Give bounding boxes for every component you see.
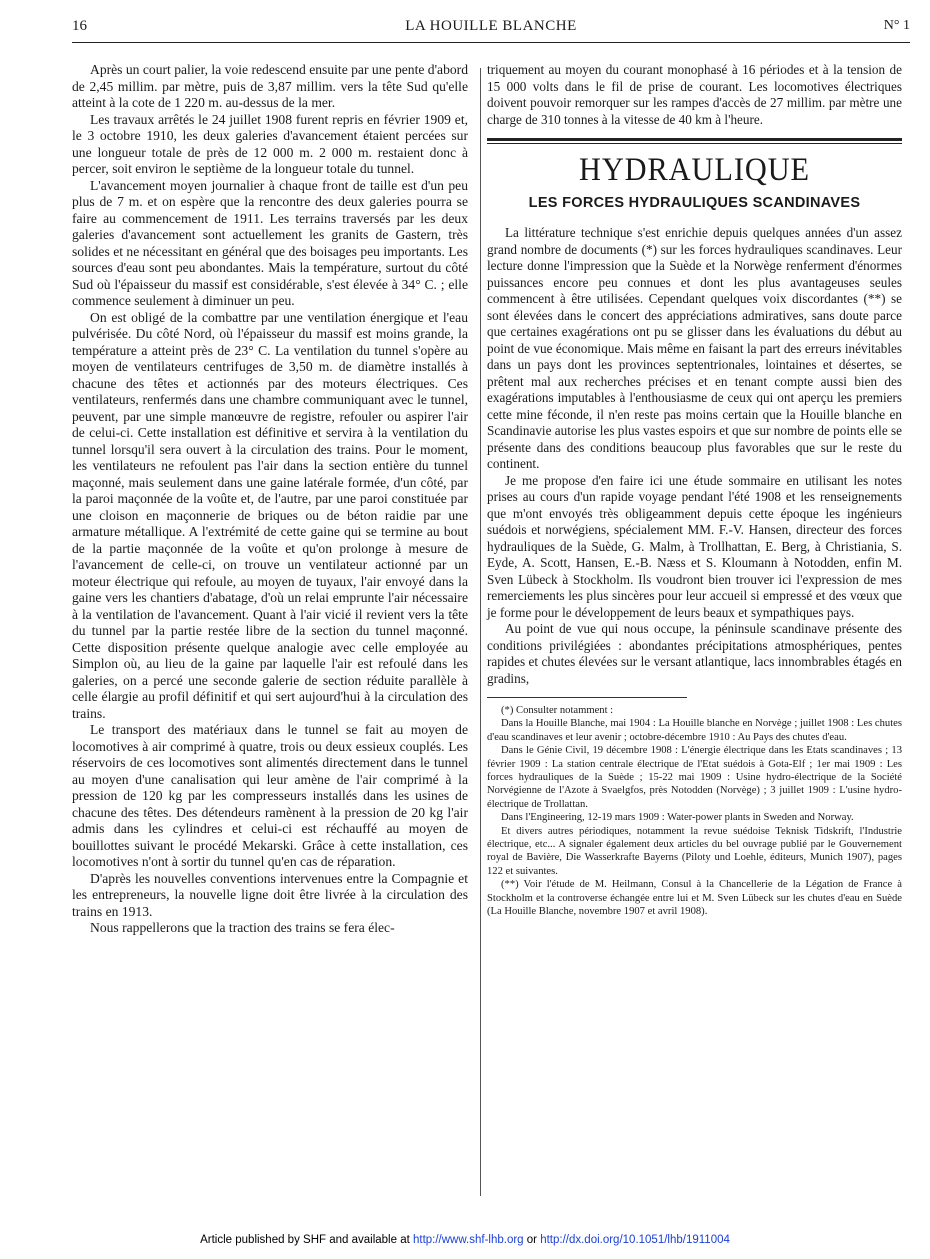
header-rule [72, 42, 910, 43]
left-paragraph: Nous rappellerons que la traction des trains se fera élec- [90, 920, 395, 935]
left-paragraph: Les travaux arrêtés le 24 juillet 1908 furent repris en février 1909 et, le 3 octobre 1910, les deux galeries d'avancement étaient percées sur une longueur totale de près de 12 000 m. 2 000 m. restaient donc à percer, soit environ le septième de la longueur totale du tunnel. [72, 111, 468, 176]
right-paragraph-continued: triquement au moyen du courant monophasé à 16 périodes et à la tension de 15 000 volts dans le fil de prise de courant. Les locomotives électriques doivent pouvoir remorquer sur les rampes d'accès de 27 millim. par mètre une charge de 310 tonnes à la vitesse de 40 km à l'heure. [487, 62, 902, 127]
footer-link-shf[interactable]: http://www.shf-lhb.org [412, 1234, 524, 1246]
column-divider [480, 68, 481, 1196]
footnote: (*) Consulter notamment : [501, 705, 614, 716]
page-number: 16 [72, 18, 87, 34]
right-column [487, 62, 902, 919]
footer-text: Article published by SHF and available at [200, 1234, 413, 1246]
article-title: LES FORCES HYDRAULIQUES SCANDINAVES [528, 195, 861, 211]
journal-title: LA HOUILLE BLANCHE [405, 18, 577, 34]
left-paragraph: D'après les nouvelles conventions intervenues entre la Compagnie et les entrepreneurs, la nouvelle ligne doit être livrée à la circulation des trains en 1913. [72, 870, 468, 919]
left-paragraph: Après un court palier, la voie redescend ensuite par une pente d'abord de 2,45 millim. par mètre, puis de 3,87 millim. vers la tête Sud qu'elle atteint à la cote de 1 220 m. au-dessus de la mer. [72, 62, 468, 110]
section-rule-thin [487, 143, 902, 144]
publication-footer [0, 1234, 930, 1246]
left-paragraph: On est obligé de la combattre par une ventilation énergique et l'eau pulvérisée. Du côté Nord, où l'épaisseur du massif est moins grande, la température a atteint près de 23° C. La ventilation du tunnel s'opère au moyen de ventilateurs centrifuges de 3,50 m. de diamètre installés à chacune des têtes et actionnés par des moteurs électriques. Ces ventilateurs, renfermés dans une chambre communiquant avec le tunnel, peuvent, par une simple manœuvre de registre, refouler ou aspirer l'air de celui-ci. Cette installation est définitive et servira à la ventilation du tunnel lorsqu'il sera ouvert à la circulation des trains. Pour le moment, les ventilateurs ne refoulent pas l'air dans la section entière du tunnel maçonné, mais seulement dans une gaine latérale formée, d'un côté, par la paroi maçonnée de la voûte et, de l'autre, par une paroi constituée par une cloison en maçonnerie de briques ou de béton raidie par une armature métallique. A l'extrémité de cette gaine qui se termine au bout de la partie maçonnée de la voûte et qu'on prolonge à mesure de l'avancement de celle-ci, on trouve un ventilateur actionné par un moteur électrique qui refoule, au moyen de tuyaux, l'air envoyé dans la gaine vers les chantiers d'abatage, d'où un relai emprunte l'air nécessaire à la ventilation de l'avancement. Quant à l'air vicié il revient vers la tête du tunnel par la partie restée libre de la section du tunnel maçonné. Cette disposition présente quelque analogie avec celle employée au Simplon où, au lieu de la gaine par laquelle l'air est refoulé dans les galeries, on a percé une seconde galerie de section réduite parallèle à celle élargie au profil définitif et qui sert aujourd'hui à la circulation des trains. [72, 309, 468, 721]
right-paragraph: Au point de vue qui nous occupe, la péninsule scandinave présente des conditions privilégiées : abondantes précipitations atmosphériques, pentes rapides et chutes élevées sur le versant atlantique, lacs innombrables étagés en gradins, [487, 621, 902, 686]
left-paragraph: Le transport des matériaux dans le tunnel se fait au moyen de locomotives à air comprimé à quatre, trois ou deux essieux couplés. Les réservoirs de ces locomotives sont alimentés directement dans le tunnel au moyen d'une canalisation qui leur amène de l'air comprimé à la pression de 120 kg par les compresseurs installés dans les usines de chacune des têtes. Des détendeurs ramènent à la pression de 20 kg l'air admis dans les cylindres et celui-ci est réchauffé au moyen de bouillottes suivant le procédé Mekarski. Grâce à cette installation, ces locomotives n'ont à sortir du tunnel qu'en cas de réparation. [72, 722, 468, 869]
left-column [72, 62, 468, 937]
section-title: HYDRAULIQUE [578, 152, 811, 188]
footnote: (**) Voir l'étude de M. Heilmann, Consul à la Chancellerie de la Légation de France à Stockholm et la controverse échangée entre lui et M. Sven Lübeck sur les chutes d'eau en Suède (La Houille Blanche, novembre 1907 et avril 1908). [487, 879, 902, 918]
footnote: Dans la Houille Blanche, mai 1904 : La Houille blanche en Norvège ; juillet 1908 : Les chutes d'eau scandinaves et leur avenir ; octobre-décembre 1910 : Au Pays des chutes d'eau. [487, 718, 902, 743]
footnote: Dans le Génie Civil, 19 décembre 1908 : L'énergie électrique dans les Etats scandinaves ; 13 février 1909 : La station centrale électrique de l'Etat suédois à Gota-Elf ; 1er mai 1909 : Les forces hydrauliques de la Suède ; 15-22 mai 1909 : Usine hydro-électrique de la Société Norvégienne de l'Azote à Svaelgfos, près Notodden (Norvège) ; 3 juillet 1909 : L'usine hydro-électrique de Trollattan. [487, 745, 902, 810]
section-rule-thick [487, 138, 902, 141]
issue-number: N° 1 [883, 18, 910, 33]
footnote: Et divers autres périodiques, notamment la revue suédoise Teknisk Tidskrift, l'Industrie électrique, etc... A signaler également deux articles du bel ouvrage publié par le Gouvernement royal de Bavière, Die Wasserkrafte Bayerns (Piloty und Loehle, éditeurs, Munich 1907), pages 122 et suivantes. [487, 825, 902, 877]
footnote-rule [487, 697, 687, 698]
running-header [72, 16, 910, 42]
footnote: Dans l'Engineering, 12-19 mars 1909 : Water-power plants in Sweden and Norway. [501, 812, 854, 824]
right-paragraph: La littérature technique s'est enrichie depuis quelques années d'un assez grand nombre de documents (*) sur les forces hydrauliques scandinaves. Leur lecture donne l'impression que la Suède et la Norwège renferment d'énormes puissances encore peu connues et dont les plus avantageuses seules commencent à être utilisées. Cependant quelques voix discordantes (**) se sont élevées dans le concert des appréciations admiratives, sans doute parce que certaines exagérations ont pu se glisser dans les évaluations du début au point de vue économique. Mais même en faisant la part des erreurs inévitables dans un pays dont les provinces septentrionales, lointaines et désertes, se prêtent mal aux recherches précises et en tenant compte aussi bien des exagérations imputables à l'enthousiasme de ceux qui ont aperçu les premiers cette mine féconde, il n'en reste pas moins certain que la Houille blanche en Scandinavie autorise les plus vastes espoirs et que sur nombre de points elle se présente dans des conditions beaucoup plus favorables que sur le reste du continent. [487, 225, 902, 471]
footer-text-or: or [523, 1234, 541, 1246]
footer-link-doi[interactable]: http://dx.doi.org/10.1051/lhb/1911004 [540, 1234, 730, 1246]
right-paragraph: Je me propose d'en faire ici une étude sommaire en utilisant les notes prises au cours d'un rapide voyage pendant l'été 1908 et les renseignements que m'ont envoyés très obligeamment depuis cette époque les ingénieurs suédois et norwégiens, spécialement MM. F.-V. Hansen, directeur des forces hydrauliques de la Suède, G. Malm, à Trollhattan, E. Berg, à Christiania, S. Eyde, A. Scott, Hansen, E.-B. Næss et S. Kloumann à Notodden, enfin M. Sven Lübeck à Stockholm. Ils voudront bien trouver ici l'expression de mes remerciements les plus sincères pour leur accueil si empressé et des vœux que je forme pour le développement de leurs beaux et sympathiques pays. [487, 472, 902, 620]
left-paragraph: L'avancement moyen journalier à chaque front de taille est d'un peu plus de 7 m. et on espère que la rencontre des deux galeries pourra se faire au commencement de 1911. Les terrains traversés par les deux galeries d'avancement sont actuellement les granits de Gastern, très solides et ne nécessitant en général que des boisages peu importants. Les sources d'eau sont peu abondantes. Mais la température, surtout du côté Sud où l'épaisseur du massif est considérable, s'est élevée à 34° C. ; elle commence seulement à diminuer un peu. [72, 177, 468, 308]
